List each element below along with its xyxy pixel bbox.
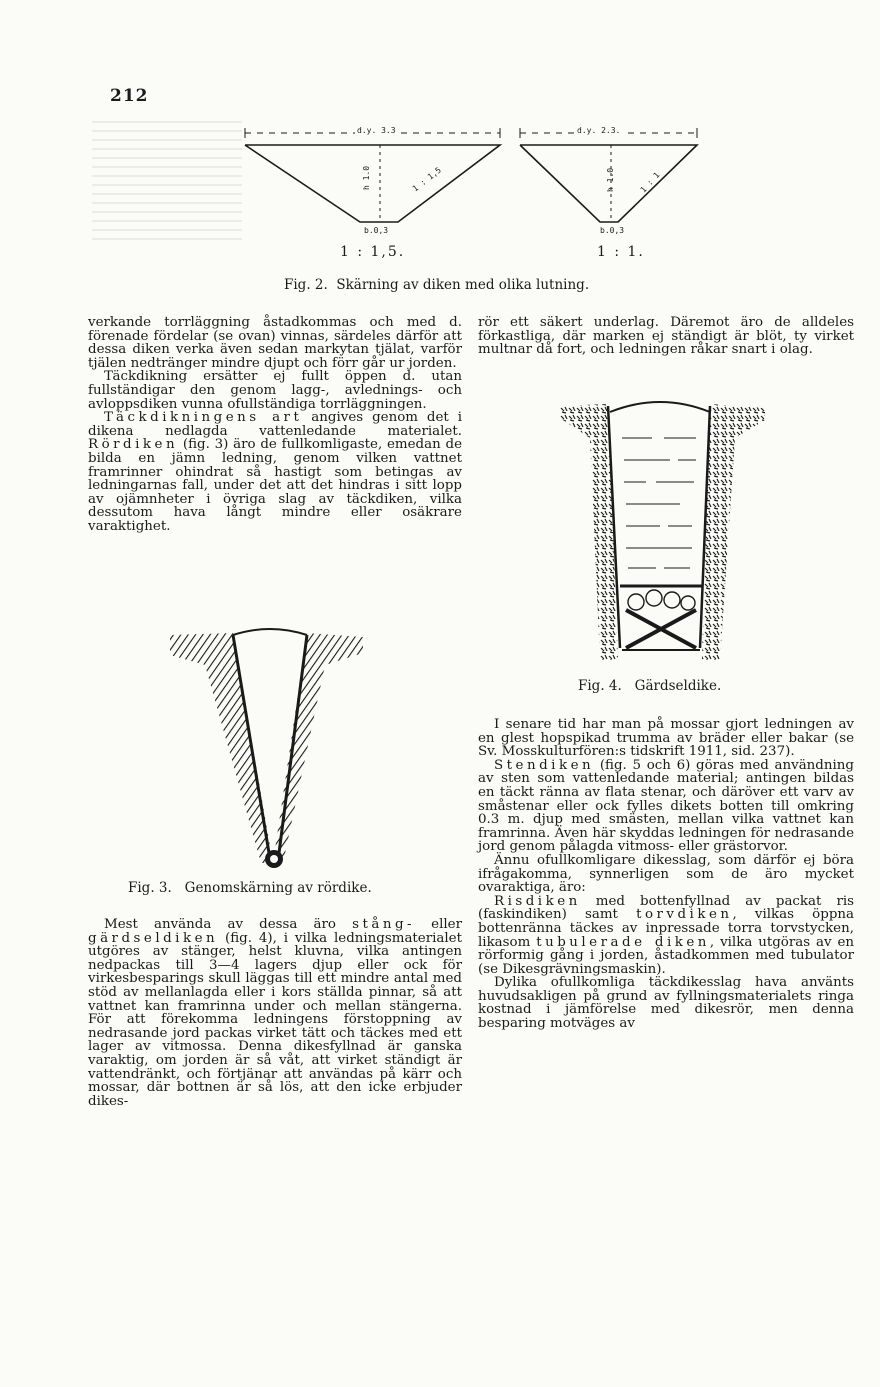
fig3-pipe-drain-illustration (165, 625, 365, 875)
term-rordiken: Rördiken (88, 437, 179, 453)
term-tubulerade-diken: tubulerade diken (536, 934, 710, 950)
left-paragraph-4: Mest använda av dessa äro stång- eller gärdseldiken (fig. 4), i vilka ledningsmaterialet utgöres av stänger, helst kluvna, vilka antingen nedpackas till 3—4 lagers djup eller ock för virkesbesparings skull läggas till ett mindre antal med stöd av mellanlagda eller i kors ställda pinnar, så att vattnet kan framrinna under och mellan stängerna. För att förekomma ledningens förstoppning av nedrasande jord packas virket tätt och täckes med ett lager av vitmossa. Denna dikesfyllnad är ganska varaktig, om jorden är så våt, att virket ständigt är vattendränkt, och förtjänar att användas på kärr och mossar, där bottnen är så lös, att den icke erbjuder dikes- (88, 917, 462, 1109)
left-paragraph-1: verkande torrläggning åstadkommas och med d. förenade fördelar (se ovan) vinnas, särdeles därför att dessa diken verka även sedan markytan tjälat, varför tjälen nedtränger mindre djupt och förr går ur jorden. (88, 315, 462, 371)
fig2-left-height-dimension: h 1.0 (362, 165, 371, 190)
left-paragraph-3: Täckdikningens art angives genom det i dikena nedlagda vattenledande materialet. Rördiken (fig. 3) äro de fullkomligaste, emedan de bilda en jämn ledning, genom vilken vattnet framrinner ohindrat så hastigt som betingas av ledningarnas fall, under det att det hindras i sitt lopp av ojämnheter i övriga slag av täckdiken, vilka dessutom hava långt mindre eller osäkrare varaktighet. (88, 410, 462, 534)
right-column-lower (478, 718, 854, 1031)
fig2-left-bottom-dimension: b.0,3 (364, 226, 389, 235)
right-paragraph-3: Stendiken (fig. 5 och 6) göras med användning av sten som vattenledande material; antingen bildas en täckt ränna av flata stenar, och däröver ett varv av småstenar eller ock fylles dikets botten till omkring 0.3 m. djup med smästen, mellan vilka vattnet kan framrinna. Även här skyddas ledningen för nedrasande jord genom pålagda vitmoss- eller grästorvor. (478, 757, 854, 855)
right-paragraph-6: Dylika ofullkomliga täckdikesslag hava använts huvudsakligen på grund av fyllningsmaterialets ringa kostnad i jämförelse med dikesrör, men denna besparing motväges av (478, 975, 854, 1032)
right-paragraph-5: Risdiken med bottenfyllnad av packat ris (faskindiken) samt torvdiken, vilkas öppna bottenränna täckes av inpressade torra torvstycken, likasom tubulerade diken, vilka utgöras av en rörformig gång i jorden, åstadkommen med tubulator (se Dikesgrävningsmaskin). (478, 893, 854, 977)
right-column-upper (478, 316, 854, 357)
fig4-pole-drain-illustration (560, 398, 770, 670)
right-paragraph-1: rör ett säkert underlag. Däremot äro de alldeles förkastliga, där marken ej ständigt är blöt, ty virket multnar då fort, och ledningen råkar snart i olag. (478, 315, 854, 358)
fig3-caption: Fig. 3. Genomskärning av rördike. (128, 880, 372, 896)
fig2-right-scale: 1 : 1. (597, 244, 645, 260)
fig2-right-top-dimension: d.y. 2.3. (577, 126, 621, 135)
fig2-right-slope-label: 1 : 1 (638, 170, 662, 195)
fig2-left-section (245, 128, 500, 222)
fig2-caption: Fig. 2. Skärning av diken med olika lutning. (284, 277, 590, 293)
fig2-left-scale: 1 : 1,5. (340, 244, 406, 260)
term-gardseldiken: gärdseldiken (88, 930, 219, 946)
term-stendiken: Stendiken (494, 757, 595, 773)
fig2-left-top-dimension: d.y. 3.3 (357, 126, 396, 135)
left-column-lower (88, 918, 462, 1108)
fig4-caption: Fig. 4. Gärdseldike. (578, 678, 722, 694)
fig2-left-slope-label: 1 : 1,5 (410, 165, 443, 194)
term-stangdiken: stång- (352, 917, 416, 932)
page-number: 212 (110, 86, 149, 106)
fig2-right-bottom-dimension: b.0,3 (600, 226, 625, 235)
right-paragraph-4: Ännu ofullkomligare dikesslag, som därför ej böra ifrågakomma, synnerligen som de äro mycket ovaraktiga, äro: (478, 852, 854, 896)
term-torvdiken: torvdiken (636, 907, 733, 923)
term-risdiken: Risdiken (494, 893, 581, 909)
term-tackdikningens-art: Täckdikningens art (104, 410, 303, 426)
right-paragraph-2: I senare tid har man på mossar gjort ledningen av en glest hopspikad trumma av bräder eller bakar (se Sv. Mosskulturfören:s tidskrift 1911, sid. 237). (478, 717, 854, 760)
left-paragraph-2: Täckdikning ersätter ej fullt öppen d. utan fullständigar den genom lagg-, avlednings- och avloppsdiken vunna ofullständiga torrläggningen. (88, 369, 462, 412)
fig2-right-height-dimension: h 1.0 (606, 167, 615, 192)
fig2-diagram (0, 0, 880, 300)
left-column-upper (88, 316, 462, 534)
